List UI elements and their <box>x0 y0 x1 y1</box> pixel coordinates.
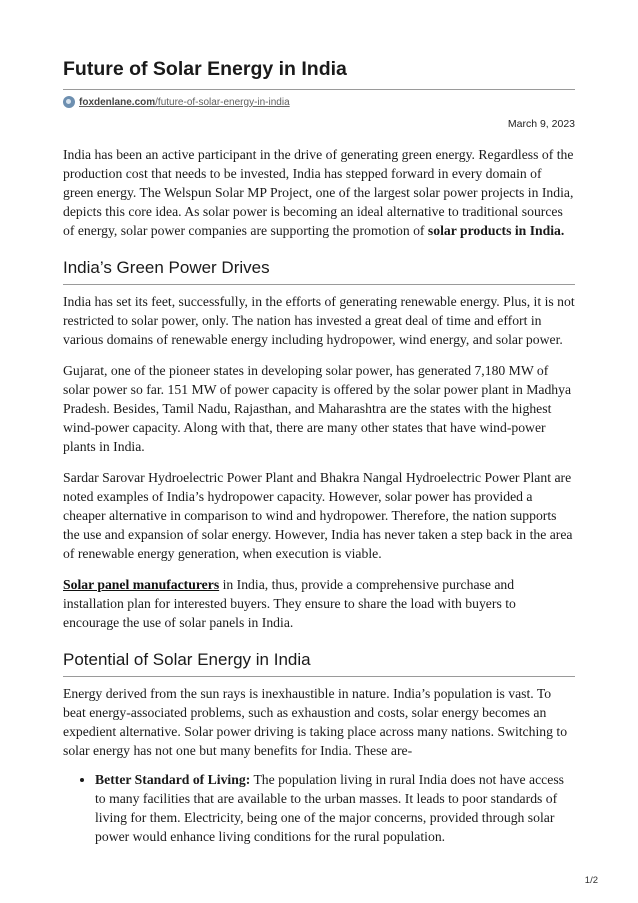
paragraph: Energy derived from the sun rays is inexhaustible in nature. India’s population is vast. To beat energy-associated problems, such as exhaustion and costs, solar energy becomes an expedient alternative. Solar power driving is taking place across many nations. Switching to solar energy has not one but many benefits for India. These are- <box>63 686 568 758</box>
publish-date: March 9, 2023 <box>507 118 575 130</box>
paragraph: Gujarat, one of the pioneer states in developing solar power, has generated 7,180 MW of solar power so far. 151 MW of power capacity is offered by the solar power plant in Madhya Pradesh. Besides, Tamil Nadu, Rajasthan, and Maharashtra are the states with the highest wind-power capacity. Along with that, there are many other states that have wind-power plants in India. <box>63 363 572 454</box>
source-line <box>63 96 575 108</box>
globe-icon <box>63 96 75 108</box>
section-heading-potential: Potential of Solar Energy in India <box>63 650 575 677</box>
section-heading-green-power: India’s Green Power Drives <box>63 258 575 285</box>
document-page <box>63 58 575 846</box>
solar-panel-manufacturers-link[interactable]: Solar panel manufacturers <box>63 577 220 592</box>
intro-paragraph: India has been an active participant in the drive of generating green energy. Regardless of the production cost that needs to be invested, India has stepped forward in every domain of green energy. The Welspun Solar MP Project, one of the largest solar power projects in India, depicts this core idea. As solar power is becoming an ideal alternative to traditional sources of energy, solar power companies are supporting the promotion of solar products in India. <box>63 147 574 238</box>
benefits-list <box>63 770 575 846</box>
page-number: 1/2 <box>584 875 598 886</box>
paragraph: India has set its feet, successfully, in the efforts of generating renewable energy. Plus, it is not restricted to solar power, only. The nation has invested a great deal of time and effort in various domains of renewable energy including hydropower, wind energy, and solar power. <box>63 294 575 347</box>
intro-bold: solar products in India. <box>427 223 565 238</box>
source-link[interactable]: foxdenlane.com/future-of-solar-energy-in-india <box>79 96 290 108</box>
paragraph: Solar panel manufacturers in India, thus, provide a comprehensive purchase and installation plan for interested buyers. They ensure to share the load with buyers to encourage the use of solar panels in India. <box>63 577 516 630</box>
paragraph: Sardar Sarovar Hydroelectric Power Plant and Bhakra Nangal Hydroelectric Power Plant are noted examples of India’s hydropower capacity. However, solar power has provided a cheaper alternative in comparison to wind and hydropower. Therefore, the nation supports the use and expansion of solar energy. However, India has never taken a step back in the area of renewable energy generation, when execution is viable. <box>63 470 573 561</box>
list-item: • Better Standard of Living: The population living in rural India does not have access to many facilities that are available to the urban masses. It leads to poor standards of living for them. Electricity, being one of the major concerns, provided through solar power would enhance living conditions for the rural population. <box>95 770 575 846</box>
page-title: Future of Solar Energy in India <box>63 58 575 90</box>
